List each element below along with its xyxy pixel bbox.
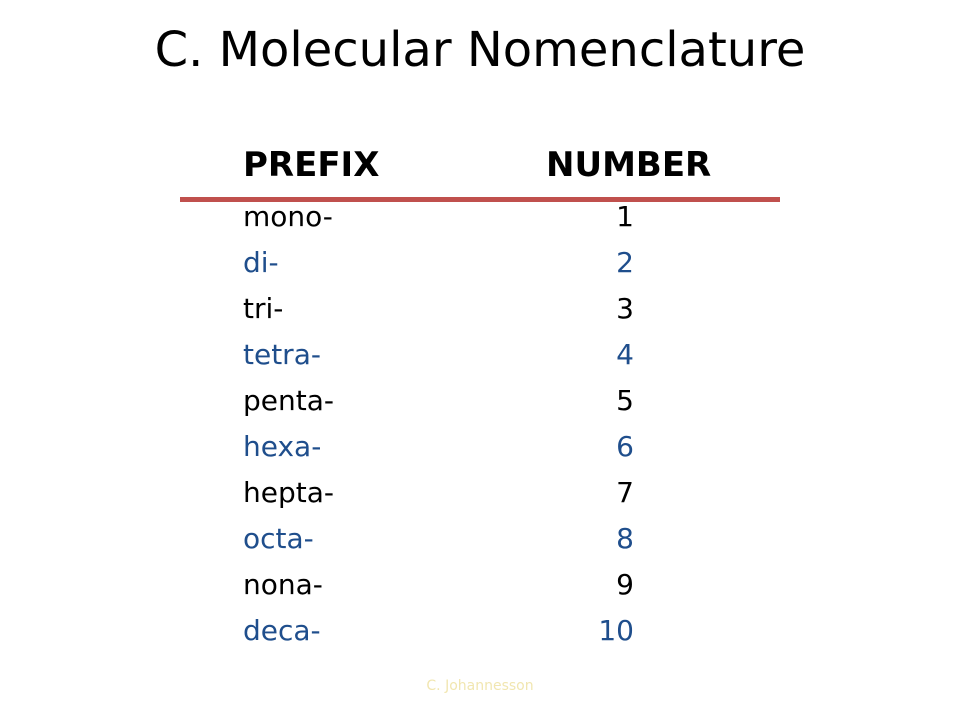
prefix-cell: deca- xyxy=(243,614,321,647)
table-row xyxy=(0,378,960,424)
table-row xyxy=(0,286,960,332)
number-cell: 7 xyxy=(616,476,634,509)
number-cell: 8 xyxy=(616,522,634,555)
table-row xyxy=(0,424,960,470)
prefix-cell: tetra- xyxy=(243,338,321,371)
prefix-cell: octa- xyxy=(243,522,314,555)
number-cell: 4 xyxy=(616,338,634,371)
prefix-cell: di- xyxy=(243,246,279,279)
table-row xyxy=(0,240,960,286)
number-cell: 1 xyxy=(616,200,634,233)
prefix-cell: hepta- xyxy=(243,476,334,509)
number-cell: 3 xyxy=(616,292,634,325)
number-cell: 9 xyxy=(616,568,634,601)
prefix-cell: nona- xyxy=(243,568,323,601)
column-header-number: NUMBER xyxy=(546,145,712,185)
prefix-cell: tri- xyxy=(243,292,284,325)
number-cell: 5 xyxy=(616,384,634,417)
footer-credit: C. Johannesson xyxy=(426,678,534,694)
table-row xyxy=(0,194,960,240)
prefix-cell: mono- xyxy=(243,200,333,233)
prefix-cell: hexa- xyxy=(243,430,322,463)
number-cell: 2 xyxy=(616,246,634,279)
table-row xyxy=(0,332,960,378)
number-cell: 6 xyxy=(616,430,634,463)
table-row xyxy=(0,562,960,608)
prefix-cell: penta- xyxy=(243,384,334,417)
number-cell: 10 xyxy=(598,614,634,647)
table-row xyxy=(0,516,960,562)
table-row xyxy=(0,608,960,654)
table-row xyxy=(0,470,960,516)
column-header-prefix: PREFIX xyxy=(243,145,380,185)
slide-title: C. Molecular Nomenclature xyxy=(154,22,806,78)
